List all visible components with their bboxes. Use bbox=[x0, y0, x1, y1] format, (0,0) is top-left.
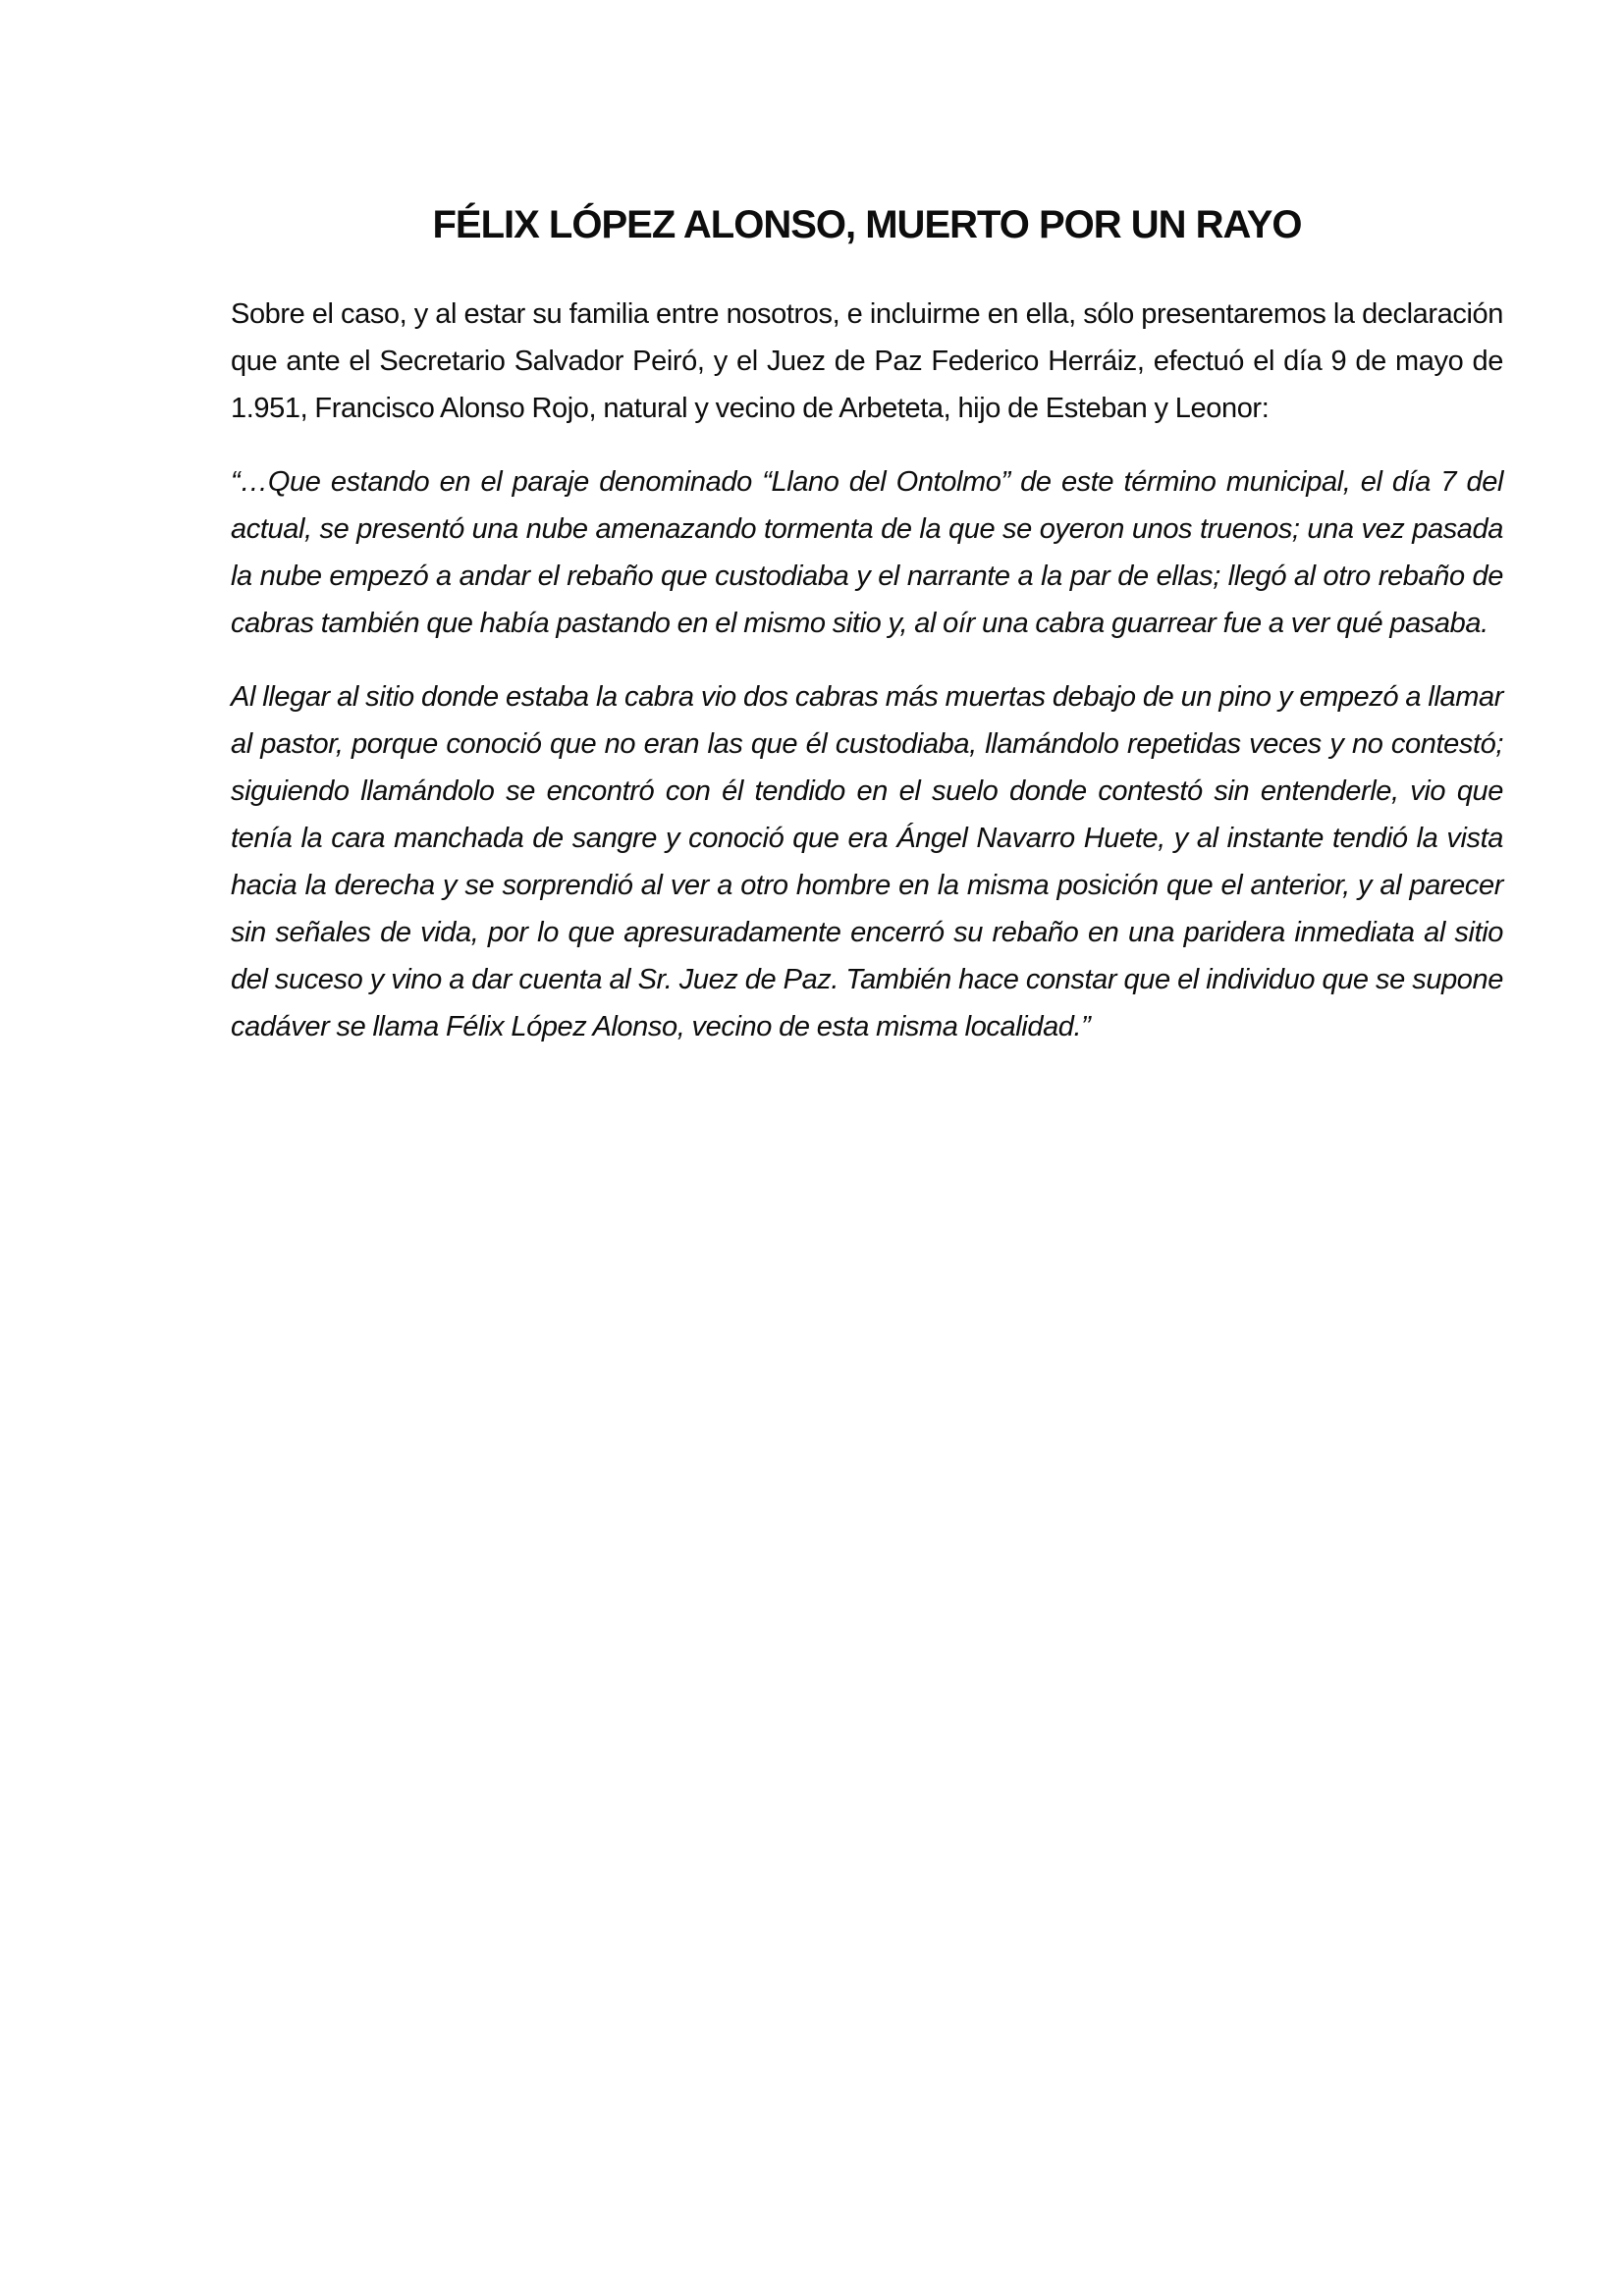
text-column bbox=[231, 0, 1503, 1050]
paragraph-testimony-2: Al llegar al sitio donde estaba la cabra vio dos cabras más muertas debajo de un pino y empezó a llamar al pastor, porque conoció que no eran las que él custodiaba, llamándolo repetidas veces y no contestó; siguiendo llamándolo se encontró con él tendido en el suelo donde contestó sin entenderle, vio que tenía la cara manchada de sangre y conoció que era Ángel Navarro Huete, y al instante tendió la vista hacia la derecha y se sorprendió al ver a otro hombre en la misma posición que el anterior, y al parecer sin señales de vida, por lo que apresuradamente encerró su rebaño en una paridera inmediata al sitio del suceso y vino a dar cuenta al Sr. Juez de Paz. También hace constar que el individuo que se supone cadáver se llama Félix López Alonso, vecino de esta misma localidad.” bbox=[231, 681, 1503, 1042]
paragraph-testimony-1: “…Que estando en el paraje denominado “Llano del Ontolmo” de este término municipal, el día 7 del actual, se presentó una nube amenazando tormenta de la que se oyeron unos truenos; una vez pasada la nube empezó a andar el rebaño que custodiaba y el narrante a la par de ellas; llegó al otro rebaño de cabras también que había pastando en el mismo sitio y, al oír una cabra guarrear fue a ver qué pasaba. bbox=[231, 466, 1503, 639]
paragraph-intro: Sobre el caso, y al estar su familia entre nosotros, e incluirme en ella, sólo presentaremos la declaración que ante el Secretario Salvador Peiró, y el Juez de Paz Federico Herráiz, efectuó el día 9 de mayo de 1.951, Francisco Alonso Rojo, natural y vecino de Arbeteta, hijo de Esteban y Leonor: bbox=[231, 298, 1503, 424]
document-title: FÉLIX LÓPEZ ALONSO, MUERTO POR UN RAYO bbox=[432, 203, 1302, 246]
